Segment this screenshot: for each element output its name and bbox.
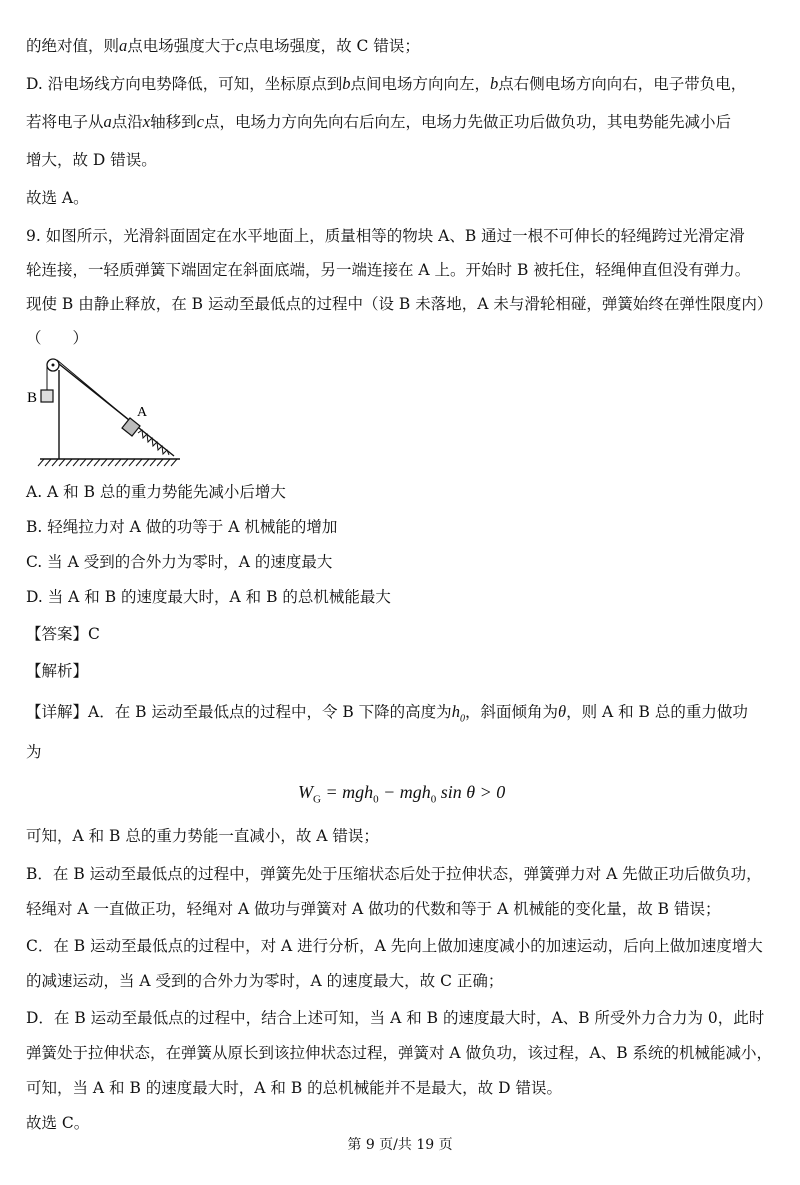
detail-final: 故选 C。: [26, 1114, 90, 1132]
detail-intro-line-1: 【详解】A．在 B 运动至最低点的过程中，令 B 下降的高度为$h_0$，斜面倾角为θ，则 A 和 B 总的重力做功: [26, 702, 748, 725]
detail-d-line-1: D．在 B 运动至最低点的过程中，结合上述可知，当 A 和 B 的速度最大时，A、B 所受外力合力为 0，此时: [26, 1009, 765, 1027]
ground-hatching: [38, 459, 177, 466]
block-a: [122, 418, 140, 436]
page-footer: 第 9 页/共 19 页: [347, 1137, 453, 1153]
detail-a-conclusion: 可知，A 和 B 总的重力势能一直减小，故 A 错误；: [26, 827, 379, 845]
var-x: x: [142, 112, 151, 131]
label-a: A: [137, 405, 148, 420]
prev-solution-d-line-2: 若将电子从a点沿x轴移到c点，电场力方向先向右后向左，电场力先做正功后做负功，其电势能先减小后: [26, 112, 731, 131]
var-c: c: [235, 36, 244, 55]
incline-pulley-figure: [26, 352, 186, 470]
var-theta: θ: [557, 702, 567, 721]
spring-icon: [138, 430, 169, 455]
detail-c-line-1: C．在 B 运动至最低点的过程中，对 A 进行分析，A 先向上做加速度减小的加速运动，后向上做加速度增大: [26, 937, 763, 955]
detail-b-line-1: B．在 B 运动至最低点的过程中，弹簧先处于压缩状态后处于拉伸状态，弹簧弹力对 A 先做正功后做负功，: [26, 865, 762, 883]
detail-c-line-2: 的减速运动，当 A 受到的合外力为零时，A 的速度最大，故 C 正确；: [26, 972, 504, 990]
option-c: C. 当 A 受到的合外力为零时，A 的速度最大: [26, 553, 333, 571]
detail-intro-line-2: 为: [26, 743, 42, 761]
var-h0: $h_0$: [451, 702, 465, 725]
detail-d-line-2: 弹簧处于拉伸状态，在弹簧从原长到该拉伸状态过程，弹簧对 A 做负功，该过程，A、B 系统的机械能减小，: [26, 1044, 773, 1062]
option-a: A. A 和 B 总的重力势能先减小后增大: [26, 483, 286, 501]
question-line-2: 轮连接，一轻质弹簧下端固定在斜面底端，另一端连接在 A 上。开始时 B 被托住，轻绳伸直但没有弹力。: [26, 261, 751, 279]
prev-solution-final: 故选 A。: [26, 189, 89, 207]
block-b: [41, 390, 53, 402]
detail-d-line-3: 可知，当 A 和 B 的速度最大时，A 和 B 的总机械能并不是最大，故 D 错误。: [26, 1079, 562, 1097]
analysis-title: 【解析】: [26, 662, 89, 680]
rope-to-a: [57, 360, 130, 421]
option-b: B. 轻绳拉力对 A 做的功等于 A 机械能的增加: [26, 518, 338, 536]
prev-solution-line-1: 的绝对值，则a点电场强度大于c点电场强度，故 C 错误；: [26, 36, 420, 55]
question-line-3: 现使 B 由静止释放，在 B 运动至最低点的过程中（设 B 未落地，A 未与滑轮相碰，弹簧始终在弹性限度内）: [26, 295, 773, 313]
question-answer-paren: （ ）: [26, 329, 89, 347]
gravity-work-formula: $W_G = mgh_0 - mgh_0$ sin θ > 0: [298, 782, 506, 806]
detail-b-line-2: 轻绳对 A 一直做正功，轻绳对 A 做功与弹簧对 A 做功的代数和等于 A 机械能的变化量，故 B 错误；: [26, 900, 721, 918]
question-line-1: 9. 如图所示，光滑斜面固定在水平地面上，质量相等的物块 A、B 通过一根不可伸长的轻绳跨过光滑定滑: [26, 227, 745, 245]
answer-label: 【答案】C: [26, 625, 100, 643]
prev-solution-d-line-1: D. 沿电场线方向电势降低，可知，坐标原点到b点间电场方向向左，b点右侧电场方向向右，电子带负电，: [26, 74, 747, 93]
option-d: D. 当 A 和 B 的速度最大时，A 和 B 的总机械能最大: [26, 588, 391, 606]
prev-solution-d-line-3: 增大，故 D 错误。: [26, 151, 157, 169]
var-a: a: [119, 36, 128, 55]
label-b: B: [27, 390, 38, 406]
